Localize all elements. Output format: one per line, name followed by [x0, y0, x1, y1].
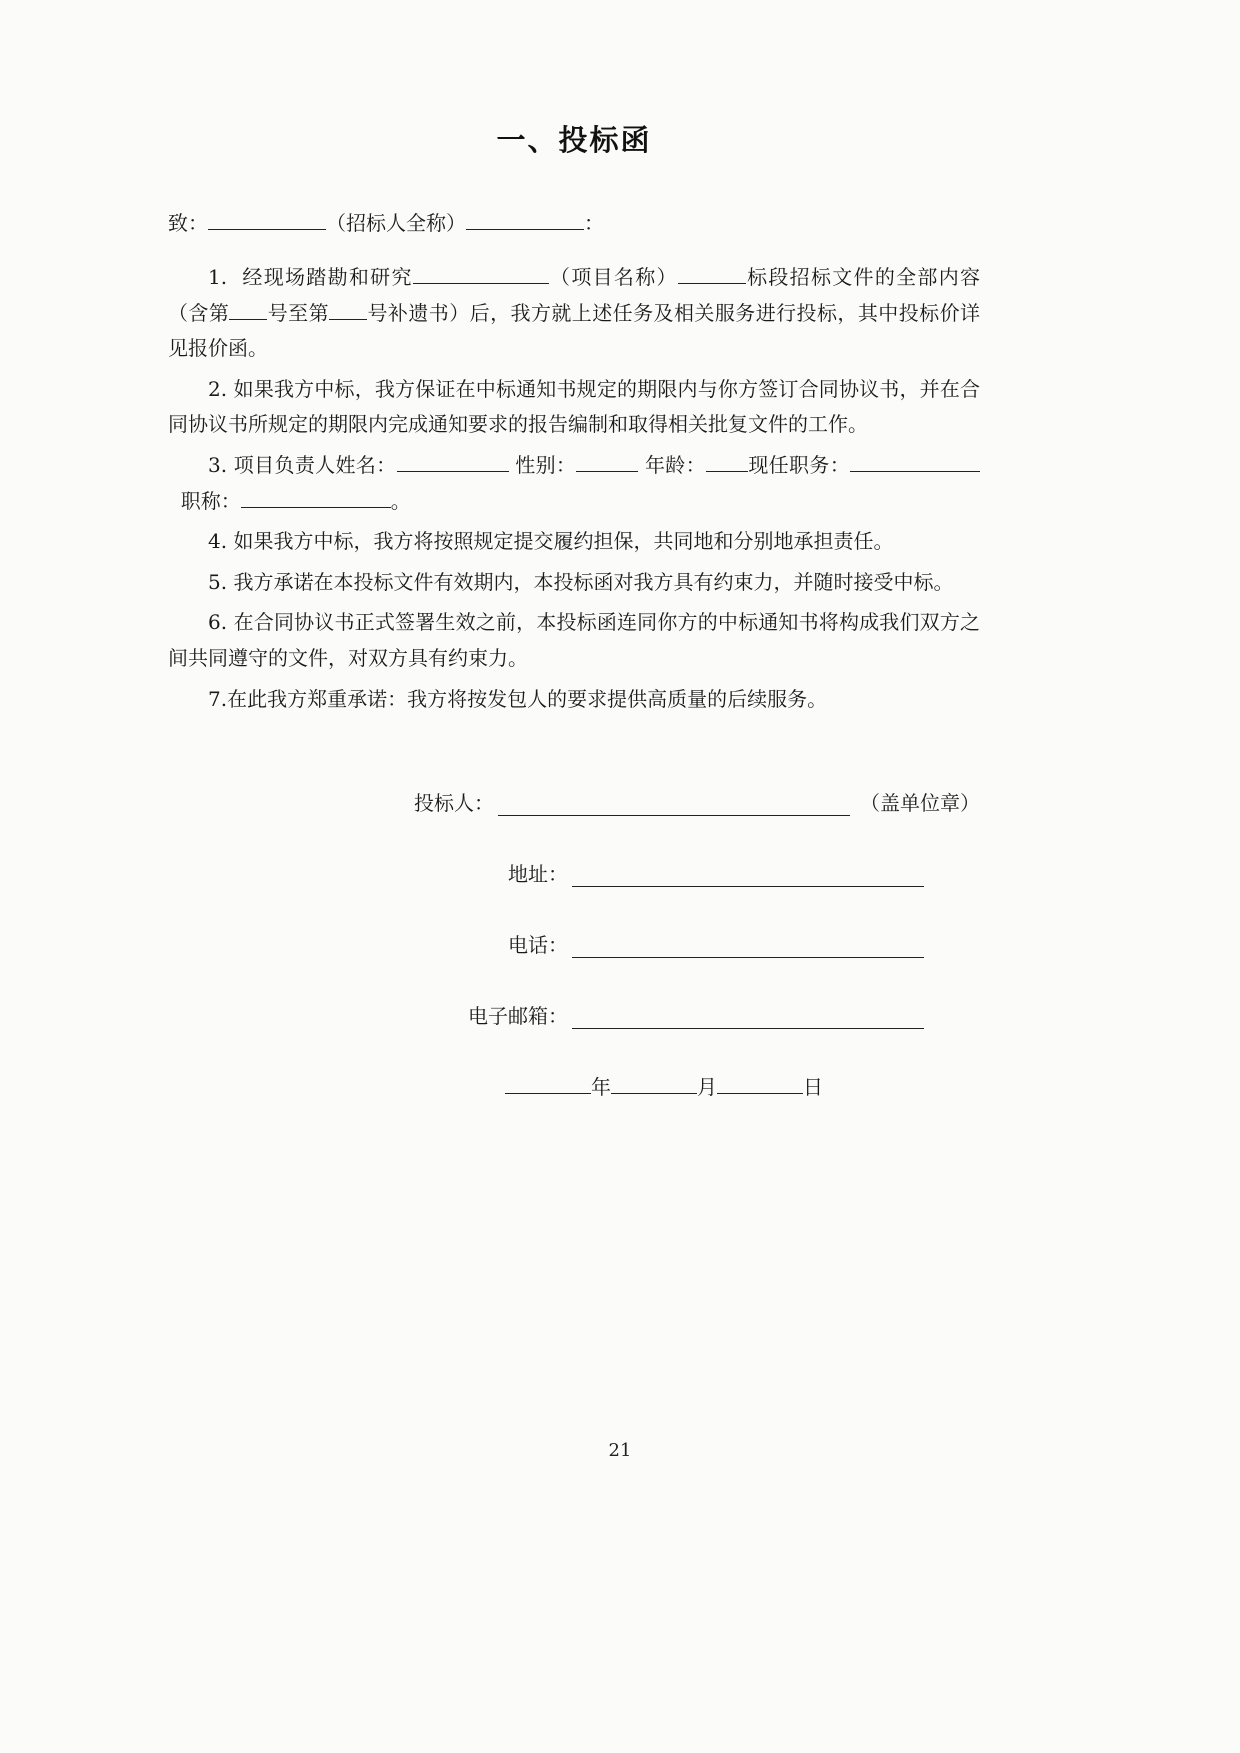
addendum-from-blank[interactable] [229, 299, 267, 320]
leader-title-blank[interactable] [241, 487, 391, 508]
clause-3-seg6: 。 [390, 488, 411, 513]
clause-3 [168, 448, 980, 519]
date-day-blank[interactable] [717, 1073, 803, 1094]
phone-label: 电话： [508, 933, 568, 958]
bidder-label: 投标人： [414, 791, 494, 816]
clause-7 [168, 682, 980, 718]
page-title: 一、投标函 [496, 123, 652, 157]
addressee-hint: （招标人全称） [326, 211, 466, 235]
leader-position-blank[interactable] [850, 451, 980, 472]
addressee-suffix: ： [584, 211, 604, 235]
date-year-blank[interactable] [505, 1073, 591, 1094]
section-blank[interactable] [678, 263, 746, 284]
leader-age-blank[interactable] [706, 451, 748, 472]
clause-4 [168, 524, 980, 560]
leader-gender-blank[interactable] [576, 451, 638, 472]
clause-2-text: 如果我方中标，我方保证在中标通知书规定的期限内与你方签订合同协议书，并在合同协议书所规定的期限内完成通知要求的报告编制和取得相关批复文件的工作。 [168, 376, 981, 437]
address-row [168, 858, 980, 887]
address-label: 地址： [508, 862, 568, 887]
date-month-blank[interactable] [611, 1073, 697, 1094]
clause-4-number: 4. [208, 529, 228, 554]
clause-1-seg4: 号至第 [267, 300, 330, 325]
date-row [168, 1071, 980, 1100]
leader-name-blank[interactable] [397, 451, 509, 472]
clause-6-text: 在合同协议书正式签署生效之前，本投标函连同你方的中标通知书将构成我们双方之间共同遵守的文件，对双方具有约束力。 [168, 610, 981, 670]
project-name-blank[interactable] [413, 263, 549, 284]
email-row [168, 1000, 980, 1029]
phone-blank[interactable] [572, 936, 924, 958]
bidder-blank[interactable] [498, 794, 850, 816]
clause-3-seg4: 现任职务： [748, 452, 851, 477]
clause-1-seg3: 标段招标文件的全部内容（含第 [168, 265, 981, 325]
clause-1 [168, 260, 980, 367]
clause-2-number: 2. [208, 376, 228, 401]
addendum-to-blank[interactable] [329, 299, 367, 320]
bidder-seal-note: （盖单位章） [860, 791, 980, 816]
addressee-line [168, 207, 980, 236]
clause-1-number: 1. [208, 265, 228, 289]
clause-6 [168, 605, 980, 676]
date-year-label: 年 [591, 1075, 611, 1100]
clause-6-number: 6. [208, 610, 228, 635]
date-day-label: 日 [803, 1075, 823, 1100]
clause-7-text: 在此我方郑重承诺：我方将按发包人的要求提供高质量的后续服务。 [227, 686, 828, 711]
signature-block [168, 787, 980, 1100]
clause-1-seg1: 经现场踏勘和研究 [242, 265, 413, 289]
bidder-row [168, 787, 980, 816]
clause-4-text: 如果我方中标，我方将按照规定提交履约担保，共同地和分别地承担责任。 [233, 529, 894, 554]
phone-row [168, 929, 980, 958]
email-blank[interactable] [572, 1007, 924, 1029]
address-blank[interactable] [572, 865, 924, 887]
date-month-label: 月 [697, 1075, 717, 1100]
clause-5-text: 我方承诺在本投标文件有效期内，本投标函对我方具有约束力，并随时接受中标。 [233, 569, 954, 594]
clause-1-seg5: 号补遗书）后，我方就上述任务及相关服务进行投标，其中投标价详见报价函。 [168, 300, 981, 361]
addressee-blank-1[interactable] [208, 209, 326, 230]
clause-5 [168, 565, 980, 601]
document-body [168, 118, 980, 1100]
page-number: 21 [608, 1440, 632, 1461]
clause-7-number: 7. [208, 686, 228, 711]
addressee-prefix: 致： [168, 211, 208, 235]
clause-3-number: 3. [208, 452, 228, 477]
clause-1-seg2: （项目名称） [548, 265, 678, 289]
email-label: 电子邮箱： [468, 1004, 568, 1029]
clause-2 [168, 372, 980, 443]
clause-3-seg1: 项目负责人姓名： [233, 452, 397, 477]
clause-3-seg2: 性别： [515, 452, 577, 477]
clause-3-seg5: 职称： [180, 488, 241, 513]
clause-3-seg3: 年龄： [644, 452, 706, 477]
clause-5-number: 5. [208, 569, 228, 594]
addressee-blank-2[interactable] [466, 209, 584, 230]
